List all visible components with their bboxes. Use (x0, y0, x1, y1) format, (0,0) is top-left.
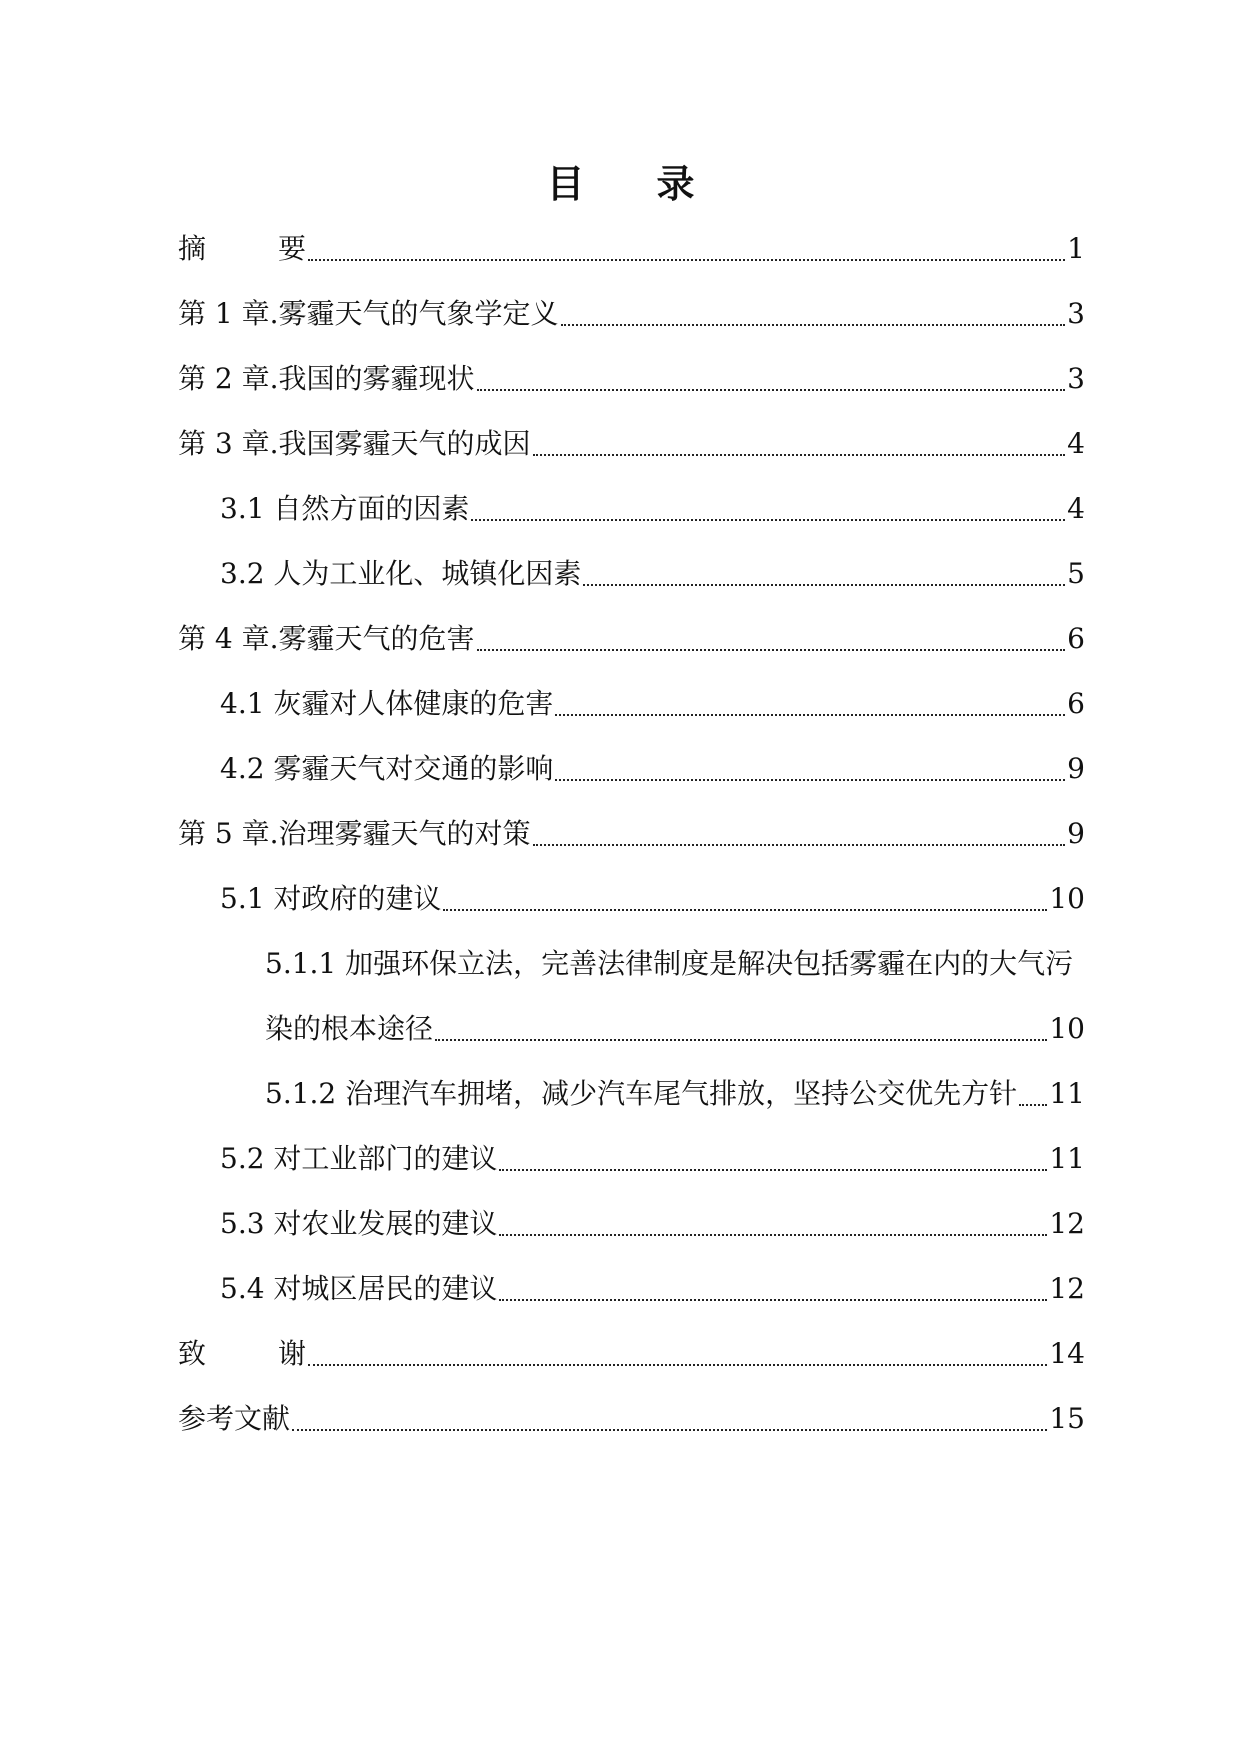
toc-entry-page: 6 (1067, 687, 1085, 720)
dot-leader (1019, 1070, 1047, 1106)
dot-leader (471, 485, 1065, 521)
toc-entry-s3-2[interactable] (178, 550, 1085, 615)
dot-leader (533, 810, 1066, 846)
dot-leader (561, 290, 1066, 326)
dot-leader (499, 1265, 1047, 1301)
toc-entry-page: 1 (1067, 232, 1085, 265)
table-of-contents (178, 225, 1085, 1460)
toc-entry-s5-4[interactable] (178, 1265, 1085, 1330)
toc-entry-page: 4 (1067, 492, 1085, 525)
toc-entry-s5-1[interactable] (178, 875, 1085, 940)
toc-entry-ch3[interactable] (178, 420, 1085, 485)
toc-title-left: 目 (546, 162, 585, 206)
toc-entry-label: 5.1 对政府的建议 (220, 882, 442, 915)
toc-entry-ch5[interactable] (178, 810, 1085, 875)
dot-leader (499, 1135, 1047, 1171)
toc-entry-label: 5.3 对农业发展的建议 (220, 1207, 498, 1240)
toc-entry-label: 第 3 章.我国雾霾天气的成因 (178, 427, 531, 460)
toc-entry-label: 参考文献 (178, 1402, 291, 1435)
toc-entry-label: 致 谢 (178, 1337, 307, 1370)
toc-entry-page: 5 (1067, 557, 1085, 590)
toc-title (0, 160, 1241, 208)
toc-entry-label: 第 1 章.雾霾天气的气象学定义 (178, 297, 559, 330)
dot-leader (477, 615, 1066, 651)
toc-entry-acknowledgements[interactable] (178, 1330, 1085, 1395)
toc-entry-abstract[interactable] (178, 225, 1085, 290)
toc-entry-ch2[interactable] (178, 355, 1085, 420)
toc-entry-page: 6 (1067, 622, 1085, 655)
dot-leader (499, 1200, 1047, 1236)
toc-entry-s5-1-1-line2[interactable] (178, 1005, 1085, 1070)
toc-entry-page: 3 (1067, 362, 1085, 395)
toc-entry-s5-1-1-line1[interactable] (178, 940, 1085, 1005)
toc-entry-page: 9 (1067, 817, 1085, 850)
toc-entry-page: 12 (1049, 1272, 1085, 1305)
dot-leader (555, 745, 1065, 781)
toc-entry-page: 9 (1067, 752, 1085, 785)
toc-entry-page: 11 (1049, 1142, 1085, 1175)
toc-entry-label: 3.1 自然方面的因素 (220, 492, 470, 525)
toc-entry-s5-2[interactable] (178, 1135, 1085, 1200)
toc-entry-label: 第 4 章.雾霾天气的危害 (178, 622, 475, 655)
toc-entry-label: 染的根本途径 (265, 1012, 434, 1045)
toc-entry-label: 3.2 人为工业化、城镇化因素 (220, 557, 582, 590)
toc-entry-page: 10 (1049, 1012, 1085, 1045)
toc-entry-label: 5.1.2 治理汽车拥堵，减少汽车尾气排放，坚持公交优先方针 (265, 1077, 1018, 1110)
toc-entry-label: 4.2 雾霾天气对交通的影响 (220, 752, 554, 785)
toc-entry-page: 11 (1049, 1077, 1085, 1110)
dot-leader (477, 355, 1066, 391)
toc-entry-s3-1[interactable] (178, 485, 1085, 550)
toc-entry-label: 摘 要 (178, 232, 307, 265)
toc-entry-page: 14 (1049, 1337, 1085, 1370)
toc-entry-ch4[interactable] (178, 615, 1085, 680)
toc-entry-references[interactable] (178, 1395, 1085, 1460)
toc-entry-page: 4 (1067, 427, 1085, 460)
dot-leader (533, 420, 1066, 456)
toc-entry-label: 4.1 灰霾对人体健康的危害 (220, 687, 554, 720)
toc-entry-label: 5.4 对城区居民的建议 (220, 1272, 498, 1305)
toc-entry-label: 第 5 章.治理雾霾天气的对策 (178, 817, 531, 850)
toc-entry-page: 10 (1049, 882, 1085, 915)
dot-leader (308, 1330, 1047, 1366)
toc-title-right: 录 (656, 162, 695, 206)
toc-entry-s4-1[interactable] (178, 680, 1085, 745)
dot-leader (435, 1005, 1047, 1041)
dot-leader (443, 875, 1047, 911)
toc-entry-label: 5.2 对工业部门的建议 (220, 1142, 498, 1175)
dot-leader (583, 550, 1065, 586)
toc-entry-label: 第 2 章.我国的雾霾现状 (178, 362, 475, 395)
toc-entry-label: 5.1.1 加强环保立法，完善法律制度是解决包括雾霾在内的大气污 (265, 947, 1074, 980)
toc-entry-page: 3 (1067, 297, 1085, 330)
toc-entry-s5-1-2[interactable] (178, 1070, 1085, 1135)
toc-entry-s4-2[interactable] (178, 745, 1085, 810)
toc-entry-page: 15 (1049, 1402, 1085, 1435)
dot-leader (292, 1395, 1047, 1431)
dot-leader (308, 225, 1065, 261)
toc-entry-ch1[interactable] (178, 290, 1085, 355)
toc-entry-page: 12 (1049, 1207, 1085, 1240)
dot-leader (555, 680, 1065, 716)
toc-entry-s5-3[interactable] (178, 1200, 1085, 1265)
